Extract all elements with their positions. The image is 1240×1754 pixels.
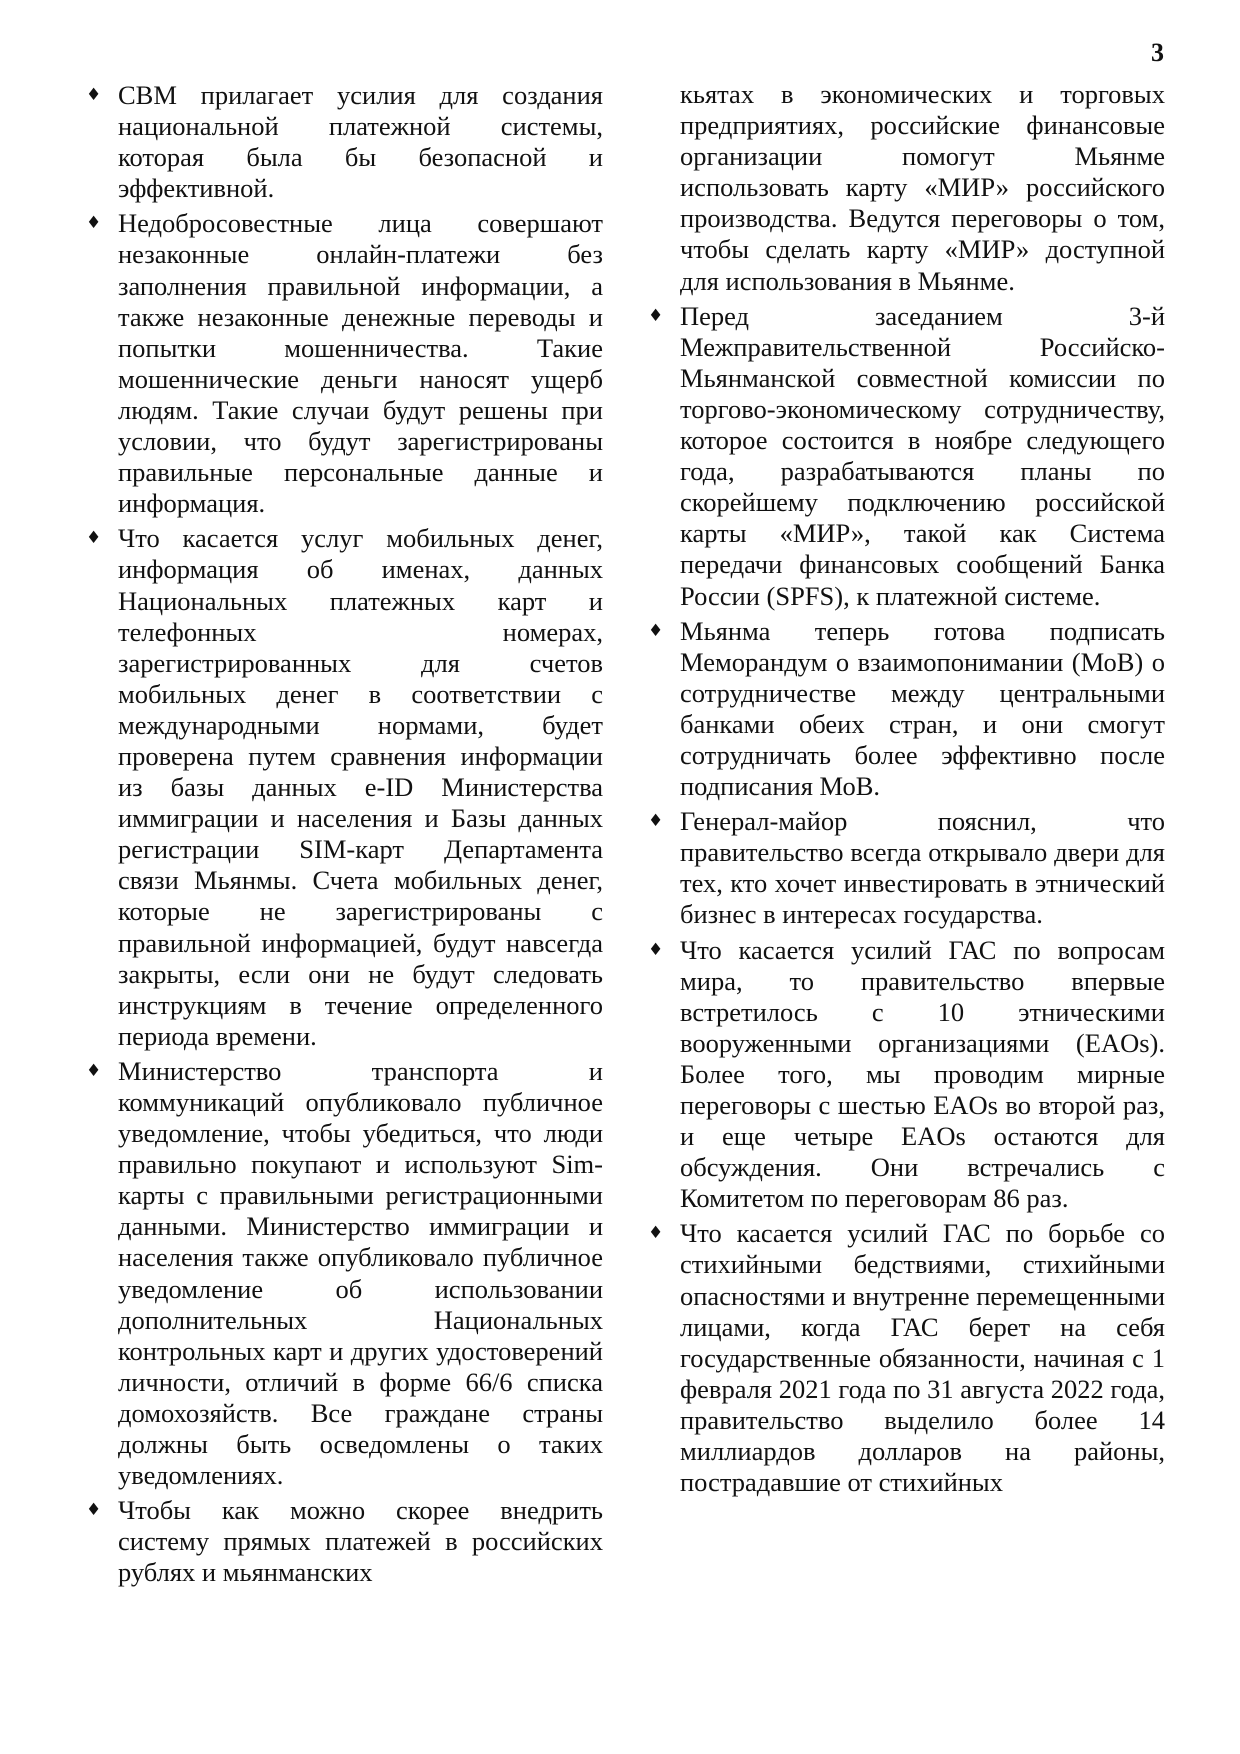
bullet-item bbox=[86, 80, 603, 204]
bullet-text: Перед заседанием 3-й Межправительственной Российско-Мьянманской совместной комиссии по торгово-экономическому сотрудничеству, которое состоится в ноябре следующего года, разрабатываются планы по скорейшему подключению российской карты «МИР», такой как Система передачи финансовых сообщений Банка России (SPFS), к платежной системе. bbox=[680, 300, 1165, 611]
continued-text: кьятах в экономических и торговых предприятиях, российские финансовые организации помогут Мьянме использовать карту «МИР» российского производства. Ведутся переговоры о том, чтобы сделать карту «МИР» доступной для использования в Мьянме. bbox=[680, 79, 1165, 296]
diamond-bullet-icon: ♦ bbox=[648, 811, 664, 832]
diamond-bullet-icon: ♦ bbox=[86, 85, 102, 105]
bullet-item bbox=[86, 1495, 603, 1588]
bullet-item bbox=[648, 615, 1165, 803]
bullet-text: Министерство транспорта и коммуникаций опубликовало публичное уведомление, чтобы убедиться, что люди правильно покупают и используют Sim-карты с правильными регистрационными данными. Министерство иммиграции и населения также опубликовало публичное уведомление об использовании дополнительных Национальных контрольных карт и других удостоверений личности, отличий в форме 66/6 списка домохозяйств. Все граждане страны должны быть осведомлены о таких уведомлениях. bbox=[118, 1055, 603, 1491]
right-column bbox=[648, 79, 1165, 1502]
bullet-item bbox=[86, 523, 603, 1052]
bullet-item bbox=[648, 300, 1165, 612]
diamond-bullet-icon: ♦ bbox=[86, 528, 102, 549]
diamond-bullet-icon: ♦ bbox=[648, 939, 664, 960]
bullet-text: Что касается усилий ГАС по вопросам мира, то правительство впервые встретилось с 10 этническими вооруженными организациями (EAOs). Более того, мы проводим мирные переговоры с шестью EAOs во второй раз, и еще четыре EAOs остаются для обсуждения. Они встречались с Комитетом по переговорам 86 раз. bbox=[680, 934, 1165, 1214]
page-number: 3 bbox=[1151, 38, 1164, 67]
diamond-bullet-icon: ♦ bbox=[86, 1500, 102, 1521]
bullet-text: СВМ прилагает усилия для создания национальной платежной системы, которая была бы безопасной и эффективной. bbox=[118, 80, 603, 204]
bullet-text: Недобросовестные лица совершают незаконные онлайн-платежи без заполнения правильной информации, а также незаконные денежные переводы и попытки мошенничества. Такие мошеннические деньги наносят ущерб людям. Такие случаи будут решены при условии, что будут зарегистрированы правильные персональные данные и информация. bbox=[118, 208, 603, 519]
bullet-text: Что касается услуг мобильных денег, информация об именах, данных Национальных платежных карт и телефонных номерах, зарегистрированных для счетов мобильных денег в соответствии с международными нормами, будет проверена путем сравнения информации из базы данных e-ID Министерства иммиграции и населения и Базы данных регистрации SIM-карт Департамента связи Мьянмы. Счета мобильных денег, которые не зарегистрированы с правильной информацией, будут навсегда закрыты, если они не будут следовать инструкциям в течение определенного периода времени. bbox=[118, 523, 603, 1051]
diamond-bullet-icon: ♦ bbox=[648, 305, 664, 326]
bullet-text: Мьянма теперь готова подписать Меморандум о взаимопонимании (МоВ) о сотрудничестве между центральными банками обеих стран, и они смогут сотрудничать более эффективно после подписания МоВ. bbox=[680, 615, 1165, 802]
diamond-bullet-icon: ♦ bbox=[648, 1223, 664, 1244]
bullet-text: Генерал-майор пояснил, что правительство всегда открывало двери для тех, кто хочет инвестировать в этнический бизнес в интересах государства. bbox=[680, 806, 1165, 930]
bullet-item bbox=[648, 806, 1165, 930]
bullet-item bbox=[648, 934, 1165, 1215]
bullet-text: Чтобы как можно скорее внедрить систему прямых платежей в российских рублях и мьянманских bbox=[118, 1495, 603, 1588]
diamond-bullet-icon: ♦ bbox=[648, 620, 664, 641]
bullet-item bbox=[648, 1218, 1165, 1498]
diamond-bullet-icon: ♦ bbox=[86, 213, 102, 234]
bullet-item bbox=[86, 208, 603, 519]
bullet-item bbox=[86, 1055, 603, 1491]
continued-paragraph bbox=[680, 79, 1165, 297]
left-column bbox=[86, 80, 603, 1593]
diamond-bullet-icon: ♦ bbox=[86, 1060, 102, 1081]
bullet-text: Что касается усилий ГАС по борьбе со стихийными бедствиями, стихийными опасностями и внутренне перемещенными лицами, когда ГАС берет на себя государственные обязанности, начиная с 1 февраля 2021 года по 31 августа 2022 года, правительство выделило более 14 миллиардов долларов на районы, пострадавшие от стихийных bbox=[680, 1218, 1165, 1498]
